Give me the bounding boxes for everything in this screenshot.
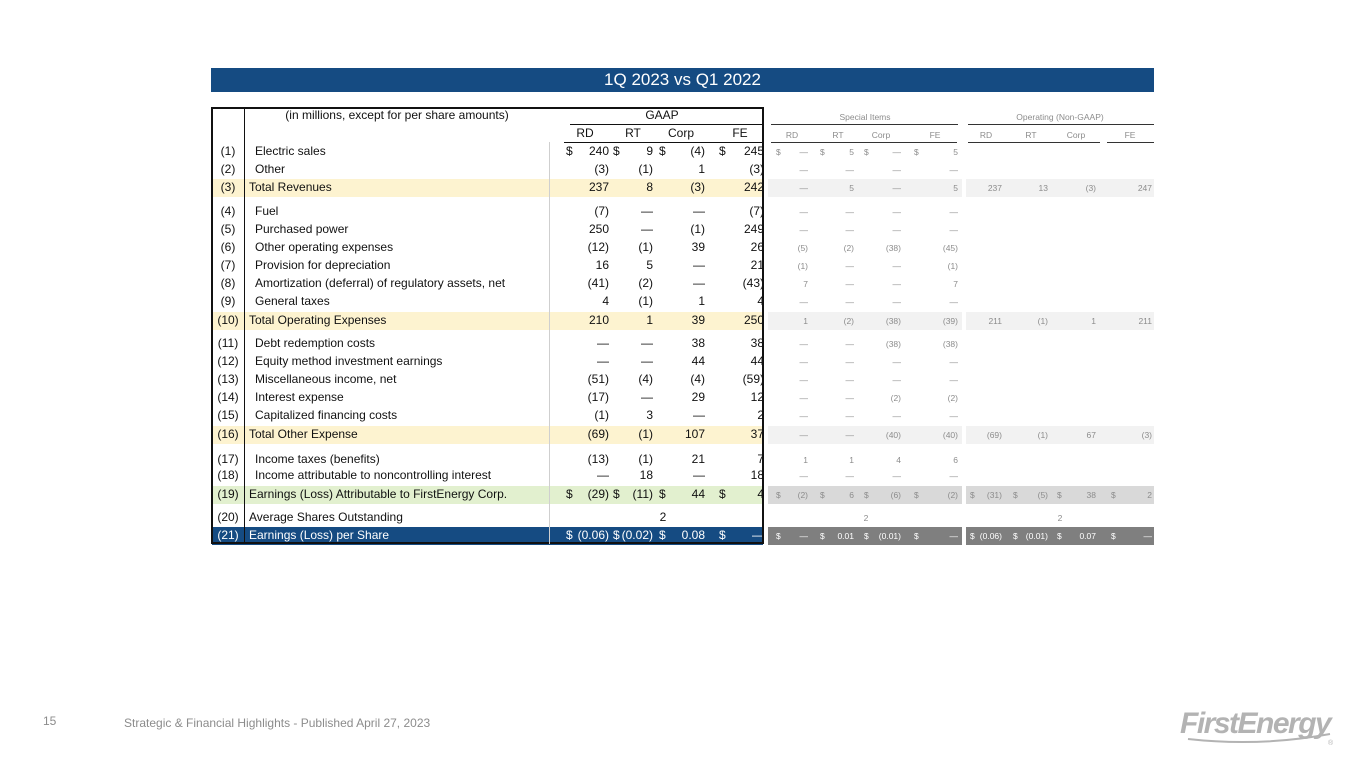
gaap-value: 12 (750, 390, 764, 404)
footer-text: Strategic & Financial Highlights - Published April 27, 2023 (124, 716, 431, 730)
gaap-value: 29 (691, 390, 705, 404)
special-value: — (949, 357, 958, 367)
gaap-value: 16 (595, 258, 609, 272)
gaap-value: 9 (646, 144, 653, 158)
currency-symbol: $ (864, 147, 869, 157)
gaap-header: GAAP (645, 108, 679, 122)
operating-value: (3) (1085, 183, 1096, 193)
special-value: — (949, 165, 958, 175)
gaap-value: 39 (691, 313, 705, 327)
gaap-value: 3 (646, 408, 653, 422)
currency-symbol: $ (659, 487, 666, 501)
special-value: 7 (803, 279, 808, 289)
special-value: 7 (953, 279, 958, 289)
special-value: — (845, 411, 854, 421)
row-label: Total Operating Expenses (249, 313, 387, 327)
currency-symbol: $ (659, 144, 666, 158)
row-label: Equity method investment earnings (255, 354, 443, 368)
currency-symbol: $ (970, 490, 975, 500)
row-label: Provision for depreciation (255, 258, 391, 272)
special-value: 5 (953, 147, 958, 157)
currency-symbol: $ (719, 487, 726, 501)
row-label: General taxes (255, 294, 330, 308)
row-number: (4) (220, 204, 236, 218)
gaap-value: 18 (750, 468, 764, 482)
operating-value: (31) (986, 490, 1002, 500)
currency-symbol: $ (1013, 490, 1018, 500)
currency-symbol: $ (613, 487, 620, 501)
page-title: 1Q 2023 vs Q1 2022 (211, 68, 1154, 92)
special-value: — (845, 297, 854, 307)
special-value: (5) (797, 243, 808, 253)
row-label: Other (255, 162, 286, 176)
special-value: — (949, 207, 958, 217)
gaap-value: (1) (638, 162, 653, 176)
gaap-value: (1) (594, 408, 609, 422)
gaap-col-header: Corp (667, 126, 694, 140)
special-value: — (892, 207, 901, 217)
gaap-value: (59) (742, 372, 764, 386)
special-value: — (949, 471, 958, 481)
gaap-value: 107 (684, 427, 705, 441)
special-value: (6) (890, 490, 901, 500)
special-value: — (799, 225, 808, 235)
row-number: (16) (217, 427, 239, 441)
currency-symbol: $ (566, 487, 573, 501)
svg-text:FirstEnergy: FirstEnergy (1180, 707, 1331, 740)
gaap-value: — (597, 336, 609, 350)
row-label: Income taxes (benefits) (255, 452, 380, 466)
special-value: (2) (947, 490, 958, 500)
gaap-value: (1) (690, 222, 705, 236)
row-label: Earnings (Loss) Attributable to FirstEnergy Corp. (249, 487, 508, 501)
operating-cols-rule-b (1107, 142, 1154, 143)
special-value: — (799, 357, 808, 367)
gaap-value: (43) (742, 276, 764, 290)
special-shares: 2 (863, 513, 869, 523)
special-value: (1) (947, 261, 958, 271)
currency-symbol: $ (719, 528, 726, 542)
gaap-value: 7 (757, 452, 764, 466)
gaap-value: (2) (638, 276, 653, 290)
special-value: 0.01 (837, 531, 854, 541)
special-value: (40) (885, 430, 901, 440)
special-value: — (892, 471, 901, 481)
operating-value: 0.07 (1079, 531, 1096, 541)
operating-value: (5) (1037, 490, 1048, 500)
gaap-value: (51) (587, 372, 609, 386)
currency-symbol: $ (914, 531, 919, 541)
operating-value: (1) (1037, 430, 1048, 440)
special-value: (2) (947, 393, 958, 403)
special-value: — (949, 225, 958, 235)
special-value: — (799, 430, 808, 440)
gaap-value: (3) (594, 162, 609, 176)
units-header: (in millions, except for per share amounts) (285, 108, 509, 122)
operating-value: 237 (987, 183, 1002, 193)
row-label: Total Revenues (249, 180, 332, 194)
gaap-value: (41) (587, 276, 609, 290)
gaap-value: (7) (749, 204, 764, 218)
special-value: (38) (885, 243, 901, 253)
special-value: — (892, 375, 901, 385)
gaap-value: 44 (691, 354, 705, 368)
special-value: — (845, 165, 854, 175)
gaap-value: — (641, 336, 653, 350)
special-value: — (892, 297, 901, 307)
currency-symbol: $ (914, 147, 919, 157)
operating-value: 247 (1137, 183, 1152, 193)
gaap-value: (1) (638, 240, 653, 254)
special-value: — (949, 297, 958, 307)
gaap-value: 2 (757, 408, 764, 422)
special-value: 4 (896, 455, 901, 465)
gaap-value: 21 (691, 452, 705, 466)
row-number: (9) (220, 294, 236, 308)
operating-value: 38 (1086, 490, 1096, 500)
currency-symbol: $ (864, 490, 869, 500)
special-value: — (949, 531, 958, 541)
gaap-value: 1 (698, 162, 705, 176)
gaap-value: (1) (638, 294, 653, 308)
gaap-value: 38 (691, 336, 705, 350)
row-number: (8) (220, 276, 236, 290)
operating-value: 2 (1147, 490, 1152, 500)
special-value: — (845, 471, 854, 481)
currency-symbol: $ (864, 531, 869, 541)
currency-symbol: $ (820, 531, 825, 541)
special-value: — (799, 339, 808, 349)
special-value: — (892, 357, 901, 367)
special-value: — (845, 261, 854, 271)
gaap-value: 245 (743, 144, 764, 158)
special-value: — (892, 147, 901, 157)
row-number: (7) (220, 258, 236, 272)
special-value: (2) (890, 393, 901, 403)
gaap-value: (3) (749, 162, 764, 176)
row-label: Average Shares Outstanding (249, 510, 403, 524)
row-number: (10) (217, 313, 239, 327)
row-label: Electric sales (255, 144, 326, 158)
operating-header-rule (968, 124, 1154, 125)
gaap-value: — (641, 390, 653, 404)
row-number: (2) (220, 162, 236, 176)
special-value: — (799, 531, 808, 541)
currency-symbol: $ (659, 528, 666, 542)
special-value: — (799, 297, 808, 307)
row-number: (13) (217, 372, 239, 386)
special-items-header: Special Items (839, 112, 891, 122)
gaap-value: 250 (743, 313, 764, 327)
special-value: (38) (885, 316, 901, 326)
row-label: Total Other Expense (249, 427, 358, 441)
special-col-header: RD (785, 130, 799, 140)
gaap-value: (7) (594, 204, 609, 218)
operating-value: (0.06) (979, 531, 1002, 541)
gaap-value: (0.06) (577, 528, 609, 542)
special-value: — (845, 430, 854, 440)
row-number: (17) (217, 452, 239, 466)
gaap-col-header: FE (732, 126, 748, 140)
operating-col-header: RD (979, 130, 993, 140)
special-value: — (845, 357, 854, 367)
special-value: — (845, 393, 854, 403)
special-value: 6 (953, 455, 958, 465)
gaap-value: 242 (743, 180, 764, 194)
operating-value: 13 (1038, 183, 1048, 193)
firstenergy-logo (1180, 700, 1340, 750)
operating-value: (3) (1141, 430, 1152, 440)
currency-symbol: $ (1057, 531, 1062, 541)
gaap-value: 237 (588, 180, 609, 194)
gaap-value: (4) (638, 372, 653, 386)
gaap-value: 44 (691, 487, 705, 501)
special-value: — (845, 375, 854, 385)
row-number: (6) (220, 240, 236, 254)
currency-symbol: $ (820, 147, 825, 157)
svg-text:®: ® (1328, 740, 1334, 747)
operating-col-header: FE (1124, 130, 1136, 140)
gaap-value: 18 (639, 468, 653, 482)
row-label: Amortization (deferral) of regulatory assets, net (255, 276, 506, 290)
special-value: — (892, 225, 901, 235)
special-value: (2) (843, 316, 854, 326)
special-value: — (845, 339, 854, 349)
operating-value: (1) (1037, 316, 1048, 326)
special-value: — (845, 207, 854, 217)
special-value: — (892, 411, 901, 421)
special-value: 6 (849, 490, 854, 500)
special-value: 5 (849, 183, 854, 193)
row-number: (18) (217, 468, 239, 482)
row-label: Miscellaneous income, net (255, 372, 397, 386)
special-value: (2) (843, 243, 854, 253)
row-label: Debt redemption costs (255, 336, 376, 350)
special-col-header: FE (929, 130, 941, 140)
gaap-value: 21 (750, 258, 764, 272)
special-value: — (799, 165, 808, 175)
operating-shares: 2 (1057, 513, 1063, 523)
gaap-value: (3) (690, 180, 705, 194)
special-value: (40) (942, 430, 958, 440)
gaap-value: 1 (646, 313, 653, 327)
special-col-header: RT (832, 130, 844, 140)
gaap-value: (4) (690, 372, 705, 386)
currency-symbol: $ (719, 144, 726, 158)
row-label: Interest expense (255, 390, 344, 404)
currency-symbol: $ (566, 528, 573, 542)
gaap-value: — (693, 408, 705, 422)
special-value: (1) (797, 261, 808, 271)
currency-symbol: $ (914, 490, 919, 500)
row-label: Income attributable to noncontrolling interest (255, 468, 492, 482)
operating-value: (0.01) (1025, 531, 1048, 541)
currency-symbol: $ (613, 528, 620, 542)
gaap-value: (1) (638, 452, 653, 466)
gaap-value: — (693, 468, 705, 482)
gaap-value: — (752, 528, 764, 542)
special-value: — (892, 183, 901, 193)
gaap-value: 4 (757, 487, 764, 501)
special-value: — (799, 393, 808, 403)
special-value: — (799, 375, 808, 385)
operating-col-header: RT (1025, 130, 1037, 140)
special-value: 1 (849, 455, 854, 465)
operating-value: 211 (988, 316, 1002, 326)
special-value: — (799, 183, 808, 193)
special-cols-rule (771, 142, 957, 143)
currency-symbol: $ (1057, 490, 1062, 500)
gaap-value: 4 (602, 294, 609, 308)
currency-symbol: $ (776, 147, 781, 157)
gaap-col-header: RD (576, 126, 594, 140)
gaap-value: — (641, 204, 653, 218)
row-label: Earnings (Loss) per Share (249, 528, 390, 542)
row-number: (15) (217, 408, 239, 422)
gaap-value: — (641, 222, 653, 236)
gaap-value: (12) (587, 240, 609, 254)
gaap-value: 0.08 (681, 528, 705, 542)
special-value: 5 (849, 147, 854, 157)
gaap-value: (69) (587, 427, 609, 441)
gaap-value: (13) (587, 452, 609, 466)
special-value: 5 (953, 183, 958, 193)
currency-symbol: $ (613, 144, 620, 158)
gaap-value: — (641, 354, 653, 368)
row-number: (3) (220, 180, 236, 194)
gaap-value: (0.02) (621, 528, 653, 542)
special-value: (2) (797, 490, 808, 500)
special-value: 1 (803, 316, 808, 326)
row-number: (19) (217, 487, 239, 501)
special-value: (38) (942, 339, 958, 349)
gaap-col-header: RT (625, 126, 641, 140)
gaap-value: 250 (588, 222, 609, 236)
gaap-value: (1) (638, 427, 653, 441)
currency-symbol: $ (970, 531, 975, 541)
gaap-value: — (693, 276, 705, 290)
currency-symbol: $ (1111, 490, 1116, 500)
row-number: (21) (217, 528, 239, 542)
gaap-value: 5 (646, 258, 653, 272)
gaap-value: 240 (588, 144, 609, 158)
row-number: (20) (217, 510, 239, 524)
page-number: 15 (43, 714, 57, 728)
row-number: (1) (220, 144, 236, 158)
currency-symbol: $ (1111, 531, 1116, 541)
row-number-separator (244, 107, 245, 544)
operating-value: — (1143, 531, 1152, 541)
special-value: — (949, 411, 958, 421)
currency-symbol: $ (776, 490, 781, 500)
row-label: Other operating expenses (255, 240, 394, 254)
currency-symbol: $ (1013, 531, 1018, 541)
currency-symbol: $ (566, 144, 573, 158)
row-number: (14) (217, 390, 239, 404)
special-value: — (799, 411, 808, 421)
gaap-value: 38 (750, 336, 764, 350)
special-value: — (892, 279, 901, 289)
special-value: 1 (803, 455, 808, 465)
currency-symbol: $ (820, 490, 825, 500)
gaap-value: — (597, 354, 609, 368)
special-value: — (845, 225, 854, 235)
special-value: (0.01) (878, 531, 901, 541)
operating-col-header: Corp (1066, 130, 1086, 140)
gaap-value: 26 (750, 240, 764, 254)
gaap-value: (4) (690, 144, 705, 158)
gaap-shares: 2 (659, 510, 667, 524)
row-label: Fuel (255, 204, 279, 218)
gaap-value: 39 (691, 240, 705, 254)
special-value: — (892, 261, 901, 271)
gaap-value: 44 (750, 354, 764, 368)
operating-header: Operating (Non-GAAP) (1016, 112, 1104, 122)
special-value: — (949, 375, 958, 385)
currency-symbol: $ (776, 531, 781, 541)
row-number: (12) (217, 354, 239, 368)
special-col-header: Corp (871, 130, 891, 140)
gaap-value: (11) (632, 487, 653, 501)
row-label: Capitalized financing costs (255, 408, 398, 422)
gaap-value: (17) (587, 390, 609, 404)
gaap-value: — (597, 468, 609, 482)
special-value: (38) (885, 339, 901, 349)
gaap-value: 249 (743, 222, 764, 236)
operating-value: 1 (1091, 316, 1096, 326)
operating-value: 67 (1086, 430, 1096, 440)
operating-value: 211 (1138, 316, 1152, 326)
label-value-separator (549, 142, 550, 544)
row-label: Purchased power (255, 222, 349, 236)
gaap-value: 37 (750, 427, 764, 441)
special-value: — (892, 165, 901, 175)
row-number: (11) (217, 336, 239, 350)
special-value: — (845, 279, 854, 289)
gaap-value: 1 (698, 294, 705, 308)
special-value: (45) (942, 243, 958, 253)
operating-value: (69) (986, 430, 1002, 440)
gaap-value: (29) (587, 487, 609, 501)
special-header-rule (771, 124, 958, 125)
gaap-value: 210 (588, 313, 609, 327)
gaap-value: — (693, 204, 705, 218)
gaap-value: 4 (757, 294, 764, 308)
operating-cols-rule-a (968, 142, 1100, 143)
gaap-value: — (693, 258, 705, 272)
gaap-value: 8 (646, 180, 653, 194)
row-number: (5) (220, 222, 236, 236)
gaap-section-border (211, 107, 764, 544)
special-value: — (799, 147, 808, 157)
special-value: — (799, 471, 808, 481)
special-value: (39) (942, 316, 958, 326)
special-value: — (799, 207, 808, 217)
